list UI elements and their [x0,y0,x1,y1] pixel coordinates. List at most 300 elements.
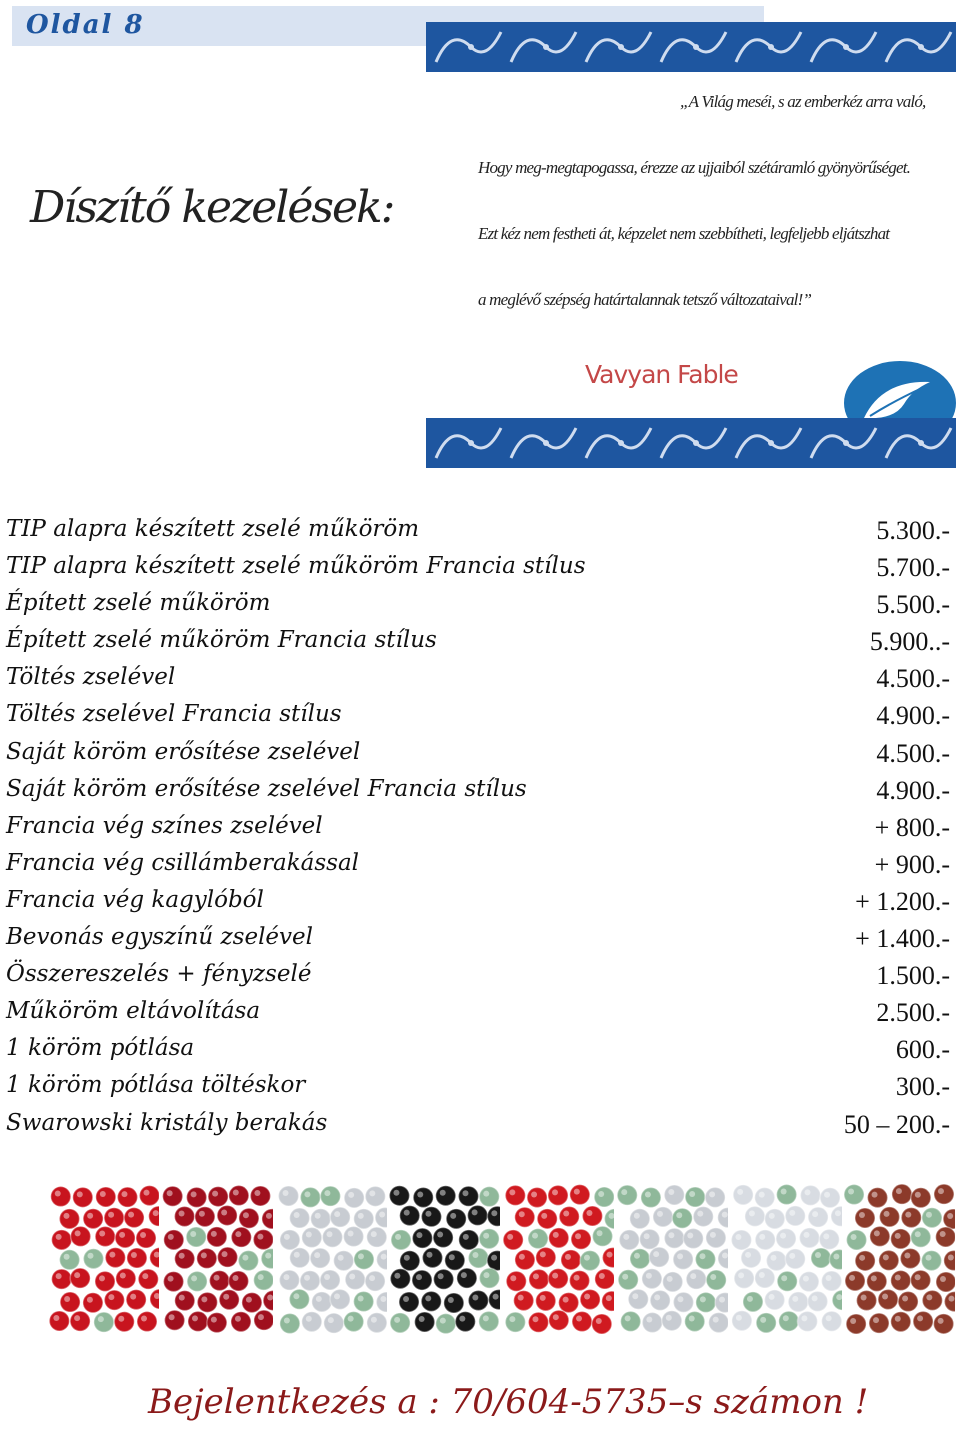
gem-highlight [56,1234,62,1240]
rhinestone-gem [209,1271,229,1291]
rhinestone-gem [847,1230,867,1250]
gem-highlight [938,1188,944,1194]
rhinestone-gem [731,1311,751,1331]
rhinestone-gem [821,1311,841,1331]
rhinestone-gem [330,1207,350,1227]
gem-highlight [168,1314,174,1320]
rhinestone-gem [365,1186,385,1206]
rhinestone-gem [505,1312,525,1332]
gem-highlight [99,1275,105,1281]
rhinestone-gem [422,1291,442,1311]
rhinestone-gem [867,1271,887,1291]
gem-highlight [304,1275,310,1281]
gem-highlight [357,1213,363,1219]
gem-highlight [416,1274,422,1280]
rhinestone-gem [515,1250,535,1270]
gem-highlight [257,1234,263,1240]
gem-highlight [861,1294,867,1300]
rhinestone-gem [311,1292,331,1312]
rhinestone-gem [717,1208,727,1228]
rhinestone-swatches [46,1182,956,1334]
rhinestone-gem [126,1290,146,1310]
rhinestone-gem [505,1185,525,1205]
gem-highlight [519,1211,525,1217]
gem-highlight [437,1232,443,1238]
gem-highlight [242,1255,248,1261]
gem-highlight [168,1234,174,1240]
rhinestone-gem [582,1206,602,1226]
gem-highlight [484,1272,490,1278]
rhinestone-gem [95,1227,115,1247]
rhinestone-gem [51,1187,71,1207]
rhinestone-gem [444,1293,464,1313]
rhinestone-gem [60,1250,80,1270]
service-name: Töltés zselével Francia stílus [6,701,342,728]
rhinestone-gem [70,1268,90,1288]
rhinestone-gem [278,1186,298,1206]
rhinestone-gem [445,1250,465,1270]
price-row [6,994,950,1031]
rhinestone-gem [766,1251,786,1271]
rhinestone-gem [310,1209,330,1229]
rhinestone-gem [777,1271,797,1291]
rhinestone-gem [776,1229,796,1249]
gem-highlight [518,1295,524,1301]
rhinestone-gem [446,1209,466,1229]
rhinestone-gem [911,1227,931,1247]
rhinestone-gem [695,1249,715,1269]
rhinestone-gem [936,1272,955,1292]
rhinestone-gem [580,1289,600,1309]
gem-highlight [232,1275,238,1281]
gem-highlight [131,1252,137,1258]
gem-highlight [699,1253,705,1259]
rhinestone-gem [733,1185,753,1205]
gem-highlight [735,1315,741,1321]
rhinestone-gem [263,1291,273,1311]
gem-highlight [607,1252,613,1258]
gem-highlight [484,1191,490,1197]
gem-highlight [871,1275,877,1281]
gem-highlight [108,1294,114,1300]
gem-highlight [347,1316,353,1322]
gem-highlight [53,1315,59,1321]
gem-highlight [179,1295,185,1301]
gem-highlight [812,1211,818,1217]
gem-highlight [166,1190,172,1196]
gem-highlight [121,1191,127,1197]
gem-highlight [212,1191,218,1197]
gem-highlight [235,1316,241,1322]
gem-highlight [326,1231,332,1237]
rhinestone-gem [415,1312,435,1332]
rhinestone-gem [289,1289,309,1309]
service-price: 4.900.- [876,775,950,805]
gem-highlight [802,1276,808,1282]
rhinestone-gem [685,1187,705,1207]
rhinestone-gem [754,1268,774,1288]
gem-highlight [293,1212,299,1218]
rhinestone-gem [618,1270,638,1290]
service-price: + 1.200.- [855,886,950,916]
price-row [6,660,950,697]
gem-highlight [491,1255,497,1261]
gem-highlight [712,1317,718,1323]
rhinestone-swatch [160,1182,274,1334]
gem-highlight [540,1295,546,1301]
gem-highlight [666,1315,672,1321]
gem-highlight [719,1297,725,1303]
rhinestone-gem [630,1249,650,1269]
gem-highlight [211,1317,217,1323]
gem-highlight [836,1294,842,1300]
price-list [6,512,950,1143]
gem-highlight [324,1274,330,1280]
rhinestone-gem [127,1248,147,1268]
rhinestone-gem [764,1290,784,1310]
rhinestone-gem [217,1205,237,1225]
rhinestone-gem [744,1206,764,1226]
gem-highlight [380,1254,386,1260]
contact-line: Bejelentkezés a : 70/604-5735–s számon ! [148,1382,869,1422]
service-price: 5.900..- [869,627,950,657]
gem-highlight [334,1211,340,1217]
gem-highlight [657,1211,663,1217]
gem-highlight [948,1255,954,1261]
rhinestone-gem [570,1185,590,1205]
gem-highlight [293,1293,299,1299]
rhinestone-gem [503,1230,523,1250]
rhinestone-gem [653,1207,673,1227]
gem-highlight [748,1210,754,1216]
rhinestone-gem [83,1209,103,1229]
gem-highlight [721,1212,727,1218]
service-name: TIP alapra készített zselé műköröm Francia stílus [6,553,586,580]
rhinestone-swatch [274,1182,388,1334]
rhinestone-gem [163,1272,183,1292]
rhinestone-gem [664,1228,684,1248]
gem-highlight [597,1230,603,1236]
service-name: Saját köröm erősítése zselével [6,738,361,765]
price-row [6,586,950,623]
rhinestone-gem [764,1209,784,1229]
gem-highlight [233,1190,239,1196]
rhinestone-gem [898,1292,918,1312]
gem-highlight [141,1316,147,1322]
gem-highlight [883,1254,889,1260]
gem-highlight [395,1273,401,1279]
gem-highlight [199,1211,205,1217]
gem-highlight [690,1273,696,1279]
gem-highlight [584,1293,590,1299]
gem-highlight [426,1295,432,1301]
price-row [6,883,950,920]
gem-highlight [153,1210,159,1216]
gem-highlight [395,1234,401,1240]
service-name: Francia vég csillámberakással [6,849,360,876]
rhinestone-gem [570,1271,590,1291]
rhinestone-gem [754,1188,774,1208]
rhinestone-gem [628,1289,648,1309]
rhinestone-gem [880,1207,900,1227]
rhinestone-gem [595,1269,614,1289]
rhinestone-gem [344,1188,364,1208]
gem-highlight [87,1213,93,1219]
quote-author: Vavyan Fable [585,360,738,389]
rhinestone-gem [480,1187,500,1207]
gem-highlight [192,1315,198,1321]
rhinestone-gem [901,1248,921,1268]
rhinestone-gem [136,1228,156,1248]
rhinestone-gem [138,1269,158,1289]
rhinestone-gem [603,1248,614,1268]
rhinestone-gem [207,1227,227,1247]
rhinestone-gem [488,1206,501,1226]
rhinestone-gem [96,1187,116,1207]
gem-highlight [552,1189,558,1195]
price-row [6,1068,950,1105]
gem-highlight [940,1231,946,1237]
rhinestone-gem [868,1188,888,1208]
rhinestone-gem [683,1229,703,1249]
gem-highlight [347,1231,353,1237]
gem-highlight [851,1234,857,1240]
rhinestone-gem [514,1291,534,1311]
rhinestone-gem [869,1313,889,1333]
service-price: 5.700.- [876,553,950,583]
rhinestone-gem [207,1313,227,1333]
rhinestone-gem [708,1313,727,1333]
gem-highlight [873,1317,879,1323]
rhinestone-gem [479,1229,499,1249]
gem-highlight [576,1316,582,1322]
gem-highlight [315,1296,321,1302]
gem-highlight [254,1190,260,1196]
rhinestone-gem [480,1268,500,1288]
rhinestone-gem [528,1312,548,1332]
rhinestone-gem [376,1250,386,1270]
rhinestone-gem [70,1311,90,1331]
rhinestone-gem [261,1249,273,1269]
gem-highlight [895,1275,901,1281]
decorative-band-top [426,22,956,72]
rhinestone-gem [164,1310,184,1330]
gem-highlight [915,1231,921,1237]
rhinestone-gem [592,1314,612,1334]
rhinestone-gem [391,1230,411,1250]
rhinestone-gem [391,1269,411,1289]
gem-highlight [848,1189,854,1195]
rhinestone-gem [810,1248,830,1268]
rhinestone-gem [845,1271,865,1291]
gem-highlight [789,1253,795,1259]
rhinestone-gem [620,1311,640,1331]
quote-line: Hogy meg-megtapogassa, érezze az ujjaiból szétáramló gyönyörűséget. [478,158,911,177]
gem-highlight [74,1272,80,1278]
gem-highlight [758,1272,764,1278]
service-price: 1.500.- [876,961,950,991]
gem-highlight [645,1192,651,1198]
gem-highlight [369,1275,375,1281]
gem-highlight [668,1232,674,1238]
gem-highlight [265,1253,271,1259]
gem-highlight [426,1211,432,1217]
rhinestone-gem [642,1313,662,1333]
gem-highlight [668,1189,674,1195]
rhinestone-gem [366,1227,386,1247]
gem-highlight [624,1315,630,1321]
gem-highlight [940,1276,946,1282]
rhinestone-gem [400,1206,420,1226]
price-row [6,957,950,994]
gem-highlight [483,1233,489,1239]
gem-highlight [349,1274,355,1280]
gem-highlight [906,1212,912,1218]
gem-highlight [803,1232,809,1238]
gem-highlight [314,1252,320,1258]
rhinestone-gem [934,1314,954,1334]
rhinestone-gem [706,1270,726,1290]
rhinestone-gem [672,1208,692,1228]
gem-highlight [370,1317,376,1323]
gem-highlight [792,1296,798,1302]
gem-highlight [722,1253,728,1259]
rhinestone-gem [343,1312,363,1332]
rhinestone-gem [630,1209,650,1229]
rhinestone-gem [479,1311,499,1331]
gem-highlight [634,1253,640,1259]
gem-highlight [473,1295,479,1301]
gem-highlight [223,1294,229,1300]
quote-line: a meglévő szépség határtalannak tetsző változataival!” [478,290,812,309]
rhinestone-gem [254,1310,273,1330]
gem-highlight [283,1234,289,1240]
gem-highlight [483,1315,489,1321]
rhinestone-gem [662,1311,682,1331]
gem-highlight [541,1213,547,1219]
rhinestone-gem [60,1292,80,1312]
gem-highlight [142,1273,148,1279]
gem-highlight [780,1189,786,1195]
gem-highlight [221,1251,227,1257]
rhinestone-gem [506,1271,526,1291]
rhinestone-gem [433,1228,453,1248]
rhinestone-gem [923,1290,943,1310]
gem-highlight [745,1252,751,1258]
rhinestone-gem [808,1207,828,1227]
service-price: 300.- [895,1072,950,1102]
service-name: Épített zselé műköröm [6,590,271,617]
rhinestone-gem [673,1292,693,1312]
gem-highlight [191,1275,197,1281]
rhinestone-gem [238,1251,258,1271]
gem-highlight [677,1253,683,1259]
rhinestone-gem [650,1290,670,1310]
rhinestone-gem [799,1228,819,1248]
gem-highlight [770,1255,776,1261]
rhinestone-gem [459,1230,479,1250]
rhinestone-gem [662,1272,682,1292]
gem-highlight [768,1213,774,1219]
rhinestone-gem [846,1314,866,1334]
rhinestone-gem [593,1226,613,1246]
rhinestone-gem [197,1248,217,1268]
rhinestone-gem [71,1226,91,1246]
rhinestone-gem [778,1311,798,1331]
gem-highlight [507,1234,513,1240]
rhinestone-gem [800,1185,820,1205]
gem-highlight [700,1296,706,1302]
rhinestone-gem [457,1268,477,1288]
gem-highlight [509,1189,515,1195]
rhinestone-gem [528,1229,548,1249]
gem-highlight [598,1191,604,1197]
gem-highlight [532,1233,538,1239]
rhinestone-gem [114,1312,134,1332]
gem-highlight [98,1316,104,1322]
gem-highlight [949,1296,955,1302]
rhinestone-gem [797,1311,817,1331]
gem-highlight [596,1318,602,1324]
rhinestone-gem [605,1209,614,1229]
rhinestone-gem [231,1312,251,1332]
service-price: + 900.- [874,849,950,879]
gem-highlight [348,1192,354,1198]
service-name: Épített zselé műköröm Francia stílus [6,627,437,654]
gem-highlight [634,1213,640,1219]
rhinestone-gem [617,1185,637,1205]
rhinestone-gem [105,1248,125,1268]
service-name: Összereszelés + fényzselé [6,961,312,988]
gem-highlight [859,1255,865,1261]
service-name: Swarowski kristály berakás [6,1109,328,1136]
gem-highlight [586,1210,592,1216]
rhinestone-gem [844,1185,864,1205]
price-row [6,772,950,809]
rhinestone-gem [936,1227,955,1247]
rhinestone-gem [219,1290,239,1310]
gem-highlight [574,1189,580,1195]
gem-highlight [926,1212,932,1218]
gem-highlight [201,1252,207,1258]
gem-highlight [902,1296,908,1302]
service-price: 600.- [895,1035,950,1065]
rhinestone-gem [353,1292,373,1312]
gem-highlight [687,1233,693,1239]
rhinestone-gem [149,1206,159,1226]
gem-highlight [895,1316,901,1322]
rhinestone-gem [943,1209,955,1229]
service-name: Bevonás egyszínű zselével [6,924,313,951]
gem-highlight [746,1296,752,1302]
rhinestone-gem [83,1249,103,1269]
rhinestone-gem [124,1208,144,1228]
rhinestone-gem [536,1247,556,1267]
rhinestone-gem [279,1230,299,1250]
gem-highlight [859,1212,865,1218]
gem-highlight [768,1294,774,1300]
gem-highlight [404,1210,410,1216]
service-name: 1 köröm pótlása töltéskor [6,1072,306,1099]
rhinestone-gem [343,1227,363,1247]
rhinestone-gem [376,1292,387,1312]
rhinestone-gem [559,1207,579,1227]
rhinestone-gem [279,1270,299,1290]
rhinestone-gem [913,1311,933,1331]
rhinestone-gem [186,1227,206,1247]
service-price: 4.500.- [876,738,950,768]
rhinestone-gem [242,1293,262,1313]
